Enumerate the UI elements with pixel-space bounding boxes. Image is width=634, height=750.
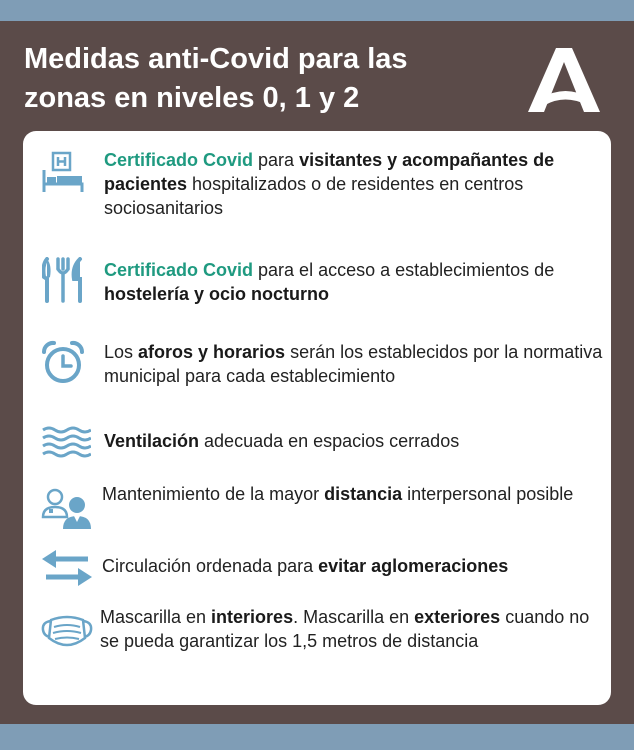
people-distance-icon (41, 487, 93, 531)
bottom-frame-bar (0, 724, 634, 750)
measure-item: Circulación ordenada para evitar aglomeraciones (102, 556, 509, 576)
measure-item: Los aforos y horarios serán los establecidos por la normativa municipal para cada establecimiento (104, 342, 603, 386)
measure-item: Certificado Covid para visitantes y acompañantes de pacientes hospitalizados o de residentes en centros sociosanitarios (104, 150, 555, 218)
measure-item: Ventilación adecuada en espacios cerrados (104, 431, 460, 451)
arrows-exchange-icon (42, 550, 92, 586)
top-frame-bar (0, 0, 634, 21)
title-line-2: zonas en niveles 0, 1 y 2 (24, 82, 360, 114)
page-title (24, 40, 494, 118)
cutlery-icon (42, 257, 88, 303)
junta-andalucia-logo (528, 48, 602, 114)
ventilation-icon (41, 425, 91, 459)
hospital-bed-icon (40, 150, 86, 196)
alarm-clock-icon (40, 340, 86, 386)
measure-item: Certificado Covid para el acceso a establecimientos de hostelería y ocio nocturno (104, 260, 555, 304)
title-line-1: Medidas anti-Covid para las (24, 43, 408, 75)
measure-item: Mantenimiento de la mayor distancia interpersonal posible (102, 484, 574, 504)
face-mask-icon (41, 612, 93, 652)
measure-item: Mascarilla en interiores. Mascarilla en exteriores cuando no se pueda garantizar los 1,5 metros de distancia (100, 607, 590, 651)
